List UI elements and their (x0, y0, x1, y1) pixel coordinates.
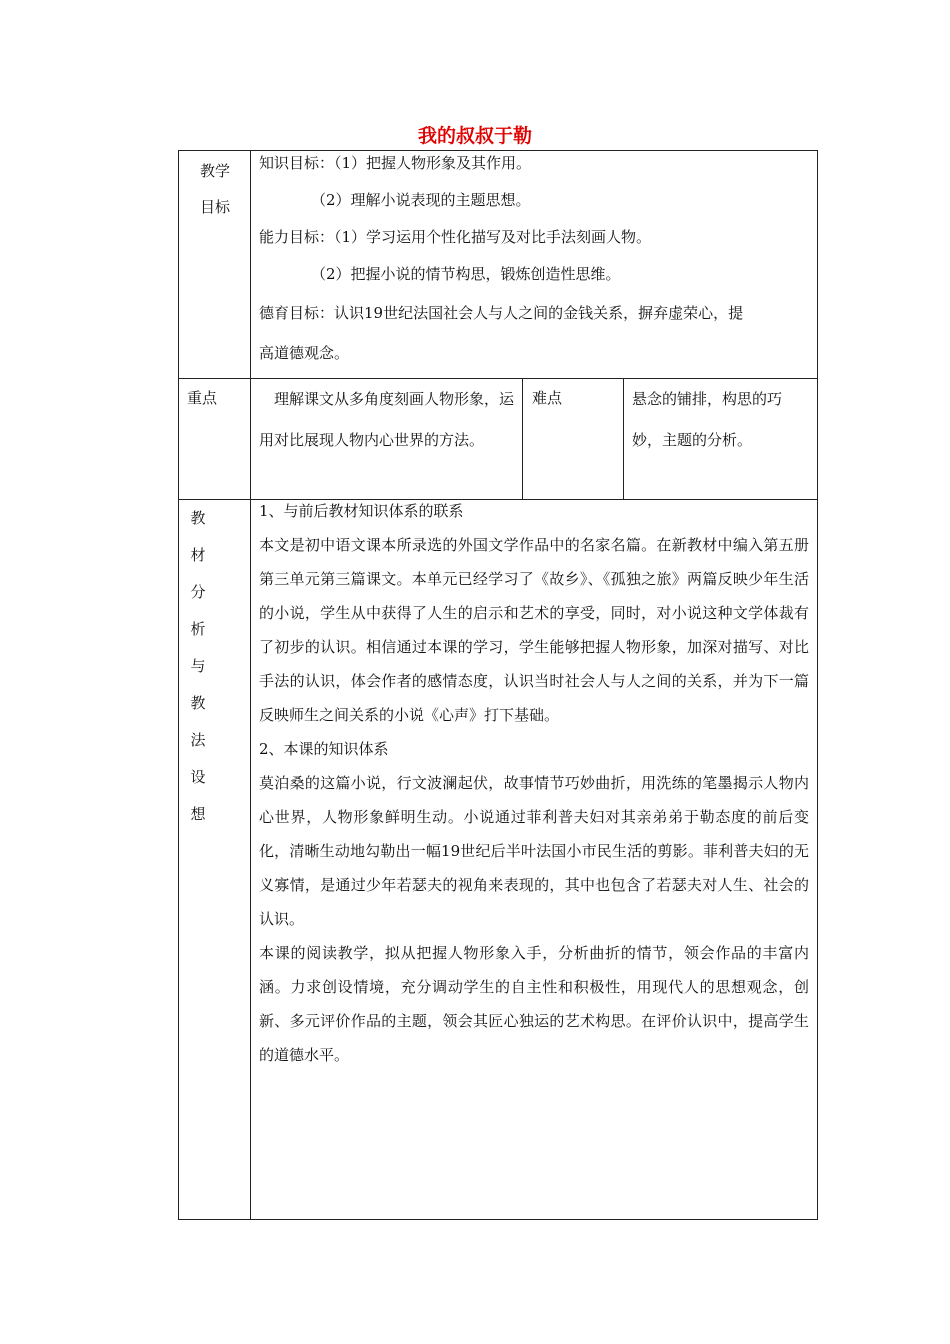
goals-label-cell (179, 151, 251, 378)
lesson-plan-table (178, 150, 818, 1220)
difficulty-text: 悬念的铺排，构思的巧妙，主题的分析。 (632, 390, 783, 449)
analysis-label-char: 分 (190, 583, 206, 601)
keypoint-content-cell (251, 379, 523, 499)
analysis-label-char: 教 (190, 509, 206, 527)
keypoint-label: 重点 (187, 389, 218, 407)
difficulty-content-cell (624, 379, 817, 499)
goal-line: 德育目标：认识19世纪法国社会人与人之间的金钱关系，摒弃虚荣心，提 (259, 304, 744, 322)
goal-line: 高道德观念。 (259, 344, 350, 362)
goal-line: 能力目标：（1）学习运用个性化描写及对比手法刻画人物。 (259, 228, 652, 246)
keypoint-label-cell (179, 379, 251, 499)
analysis-label-char: 与 (190, 657, 206, 675)
goals-label-line: 教学 (199, 162, 230, 180)
analysis-label-char: 析 (190, 620, 206, 638)
analysis-row (179, 500, 817, 1219)
analysis-content-cell (251, 500, 817, 1219)
goal-line: （2）把握小说的情节构思，锻炼创造性思维。 (311, 265, 621, 283)
keypoints-row (179, 379, 817, 500)
goals-label-line: 目标 (199, 198, 230, 216)
keypoint-text: 理解课文从多角度刻画人物形象，运用对比展现人物内心世界的方法。 (259, 390, 515, 449)
analysis-heading: 2、本课的知识体系 (259, 740, 389, 758)
goal-line: （2）理解小说表现的主题思想。 (311, 191, 531, 209)
goals-row (179, 151, 817, 379)
analysis-paragraph: 本文是初中语文课本所录选的外国文学作品中的名家名篇。在新教材中编入第五册第三单元第三篇课文。本单元已经学习了《故乡》、《孤独之旅》两篇反映少年生活的小说，学生从中获得了人生的启示和艺术的享受，同时，对小说这种文学体裁有了初步的认识。相信通过本课的学习，学生能够把握人物形象，加深对描写、对比手法的认识，体会作者的感情态度，认识当时社会人与人之间的关系，并为下一篇反映师生之间关系的小说《心声》打下基础。 (259, 536, 809, 724)
analysis-label-char: 教 (190, 694, 206, 712)
analysis-label-char: 材 (190, 546, 206, 564)
analysis-label-char: 想 (190, 805, 206, 823)
analysis-paragraph: 本课的阅读教学，拟从把握人物形象入手，分析曲折的情节，领会作品的丰富内涵。力求创设情境，充分调动学生的自主性和积极性，用现代人的思想观念，创新、多元评价作品的主题，领会其匠心独运的艺术构思。在评价认识中，提高学生的道德水平。 (259, 944, 809, 1064)
difficulty-label-cell (523, 379, 624, 499)
analysis-label-cell (179, 500, 251, 1219)
analysis-label-char: 法 (190, 731, 206, 749)
goals-content-cell (251, 151, 817, 378)
analysis-paragraph: 莫泊桑的这篇小说，行文波澜起伏，故事情节巧妙曲折，用洗练的笔墨揭示人物内心世界，人物形象鲜明生动。小说通过菲利普夫妇对其亲弟弟于勒态度的前后变化，清晰生动地勾勒出一幅19世纪后半叶法国小市民生活的剪影。菲利普夫妇的无义寡情，是通过少年若瑟夫的视角来表现的，其中也包含了若瑟夫对人生、社会的认识。 (259, 774, 809, 928)
page-title: 我的叔叔于勒 (417, 125, 532, 147)
analysis-heading: 1、与前后教材知识体系的联系 (259, 502, 464, 520)
analysis-label-char: 设 (190, 768, 206, 786)
difficulty-label: 难点 (532, 389, 563, 407)
goal-line: 知识目标：（1）把握人物形象及其作用。 (259, 154, 532, 172)
